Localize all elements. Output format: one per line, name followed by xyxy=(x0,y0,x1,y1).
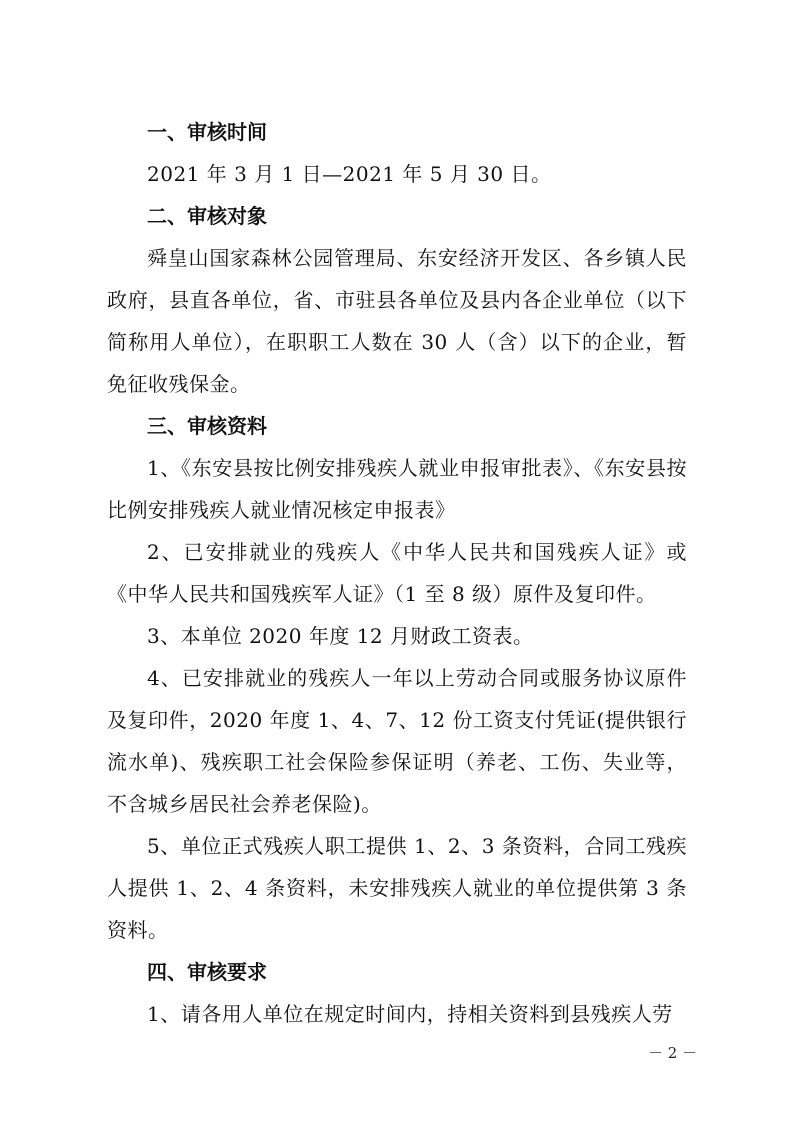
materials-item-4: 4、已安排就业的残疾人一年以上劳动合同或服务协议原件及复印件，2020 年度 1、4、7、12 份工资支付凭证(提供银行流水单)、残疾职工社会保险参保证明（养老、工伤、失业等，不含城乡居民社会养老保险)。 xyxy=(107,666,687,816)
materials-item-3: 3、本单位 2020 年度 12 月财政工资表。 xyxy=(147,624,534,648)
section-heading-audit-requirements: 四、审核要求 xyxy=(147,960,267,984)
audit-target-paragraph: 舜皇山国家森林公园管理局、东安经济开发区、各乡镇人民政府，县直各单位，省、市驻县各单位及县内各企业单位（以下简称用人单位），在职职工人数在 30 人（含）以下的企业，暂免征收残保金。 xyxy=(107,246,687,396)
section-heading-audit-materials: 三、审核资料 xyxy=(147,414,267,438)
document-body xyxy=(107,111,687,1035)
requirements-item-1: 1、请各用人单位在规定时间内，持相关资料到县残疾人劳 xyxy=(147,1002,673,1026)
section-heading-audit-time: 一、审核时间 xyxy=(147,120,267,144)
materials-item-2: 2、已安排就业的残疾人《中华人民共和国残疾人证》或《中华人民共和国残疾军人证》（1 至 8 级）原件及复印件。 xyxy=(107,540,687,606)
materials-item-5: 5、单位正式残疾人职工提供 1、2、3 条资料，合同工残疾人提供 1、2、4 条资料，未安排残疾人就业的单位提供第 3 条资料。 xyxy=(107,834,687,942)
page-number: － 2 － xyxy=(648,1044,698,1062)
section-heading-audit-target: 二、审核对象 xyxy=(147,204,267,228)
audit-time-paragraph: 2021 年 3 月 1 日—2021 年 5 月 30 日。 xyxy=(147,162,552,186)
materials-item-1: 1、《东安县按比例安排残疾人就业申报审批表》、《东安县按比例安排残疾人就业情况核定申报表》 xyxy=(107,456,687,522)
